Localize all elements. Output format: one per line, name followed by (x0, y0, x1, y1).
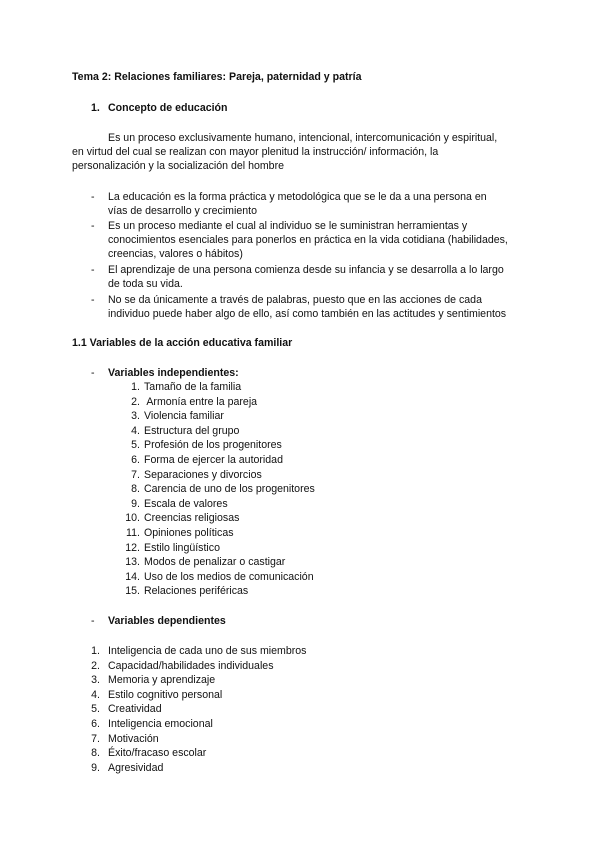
list-item: Creatividad (108, 703, 162, 716)
bullet-line: de toda su vida. (108, 278, 183, 290)
bullet-line: El aprendizaje de una persona comienza desde su infancia y se desarrolla a lo largo (108, 264, 504, 276)
bullet-line: La educación es la forma práctica y metodológica que se le da a una persona en (108, 191, 487, 203)
bullet-line: conocimientos esenciales para ponerlos en práctica en la vida cotidiana (habilidades, (108, 234, 508, 246)
independent-variables-label: Variables independientes: (108, 367, 239, 379)
list-item-number: 2. (91, 659, 100, 672)
list-item: Inteligencia de cada uno de sus miembros (108, 645, 307, 657)
list-item: Creencias religiosas (144, 512, 240, 525)
list-item: Motivación (108, 732, 159, 745)
section-heading: Concepto de educación (108, 102, 228, 114)
list-item-number: 6. (131, 454, 140, 466)
list-item: Profesión de los progenitores (144, 439, 282, 452)
list-item: Inteligencia emocional (108, 718, 213, 730)
dependent-variables-label: Variables dependientes (108, 615, 226, 627)
list-item-number: 8. (131, 483, 140, 496)
subsection-heading: 1.1 Variables de la acción educativa familiar (72, 337, 293, 349)
list-item-number: 7. (91, 732, 100, 745)
list-item: Carencia de uno de los progenitores (144, 483, 315, 496)
list-item: Uso de los medios de comunicación (144, 570, 314, 583)
intro-line: en virtud del cual se realizan con mayor plenitud la instrucción/ información, la (72, 146, 439, 158)
list-item-number: 7. (131, 468, 140, 481)
list-item-number: 4. (91, 688, 100, 701)
list-item-number: 8. (91, 747, 100, 760)
bullet-line: individuo puede haber algo de ello, así como también en las actitudes y sentimientos (108, 308, 507, 320)
list-item-number: 11. (126, 527, 140, 539)
list-item-number: 1. (131, 381, 140, 393)
intro-line: Es un proceso exclusivamente humano, intencional, intercomunicación y espiritual, (108, 132, 498, 144)
list-item: Opiniones políticas (144, 527, 234, 539)
list-item-number: 12. (125, 541, 140, 554)
list-item: Armonía entre la pareja (144, 395, 258, 408)
section-number: 1. (91, 102, 100, 114)
list-item-number: 6. (91, 718, 100, 730)
bullet-line: Es un proceso mediante el cual al individuo se le suministran herramientas y (108, 220, 468, 232)
list-item: Capacidad/habilidades individuales (108, 659, 274, 672)
list-item: Estilo lingüístico (144, 541, 220, 554)
list-item-number: 14. (125, 570, 140, 583)
page-title: Tema 2: Relaciones familiares: Pareja, paternidad y patría (72, 71, 362, 83)
list-item: Violencia familiar (144, 410, 224, 423)
list-item: Modos de penalizar o castigar (144, 556, 286, 569)
bullet-line: No se da únicamente a través de palabras, puesto que en las acciones de cada (108, 294, 482, 306)
list-item-number: 13. (125, 556, 140, 569)
list-item: Estructura del grupo (144, 424, 240, 437)
list-item: Agresividad (108, 761, 164, 774)
list-item: Separaciones y divorcios (144, 468, 262, 481)
bullet-line: vías de desarrollo y crecimiento (108, 205, 257, 217)
list-item: Escala de valores (144, 497, 228, 510)
list-item: Éxito/fracaso escolar (108, 747, 207, 760)
bullet-dash: - (91, 191, 95, 203)
list-item-number: 9. (131, 497, 140, 510)
list-item-number: 3. (91, 674, 100, 687)
list-item-number: 4. (131, 424, 140, 437)
bullet-line: creencias, valores o hábitos) (108, 248, 243, 260)
bullet-dash: - (91, 220, 95, 232)
list-item-number: 9. (91, 761, 100, 774)
bullet-dash: - (91, 367, 95, 379)
list-item: Tamaño de la familia (144, 381, 242, 393)
list-item-number: 15. (125, 585, 140, 598)
bullet-dash: - (91, 264, 95, 276)
bullet-dash: - (91, 615, 95, 627)
intro-line: personalización y la socialización del hombre (72, 160, 284, 172)
list-item-number: 3. (131, 410, 140, 423)
list-item-number: 5. (91, 703, 100, 716)
list-item: Relaciones periféricas (144, 585, 249, 598)
list-item-number: 10. (125, 512, 140, 525)
list-item: Estilo cognitivo personal (108, 688, 223, 701)
list-item-number: 1. (91, 645, 100, 657)
list-item: Memoria y aprendizaje (108, 674, 216, 687)
list-item-number: 5. (131, 439, 140, 452)
list-item-number: 2. (131, 395, 140, 408)
bullet-dash: - (91, 294, 95, 306)
list-item: Forma de ejercer la autoridad (144, 454, 283, 466)
